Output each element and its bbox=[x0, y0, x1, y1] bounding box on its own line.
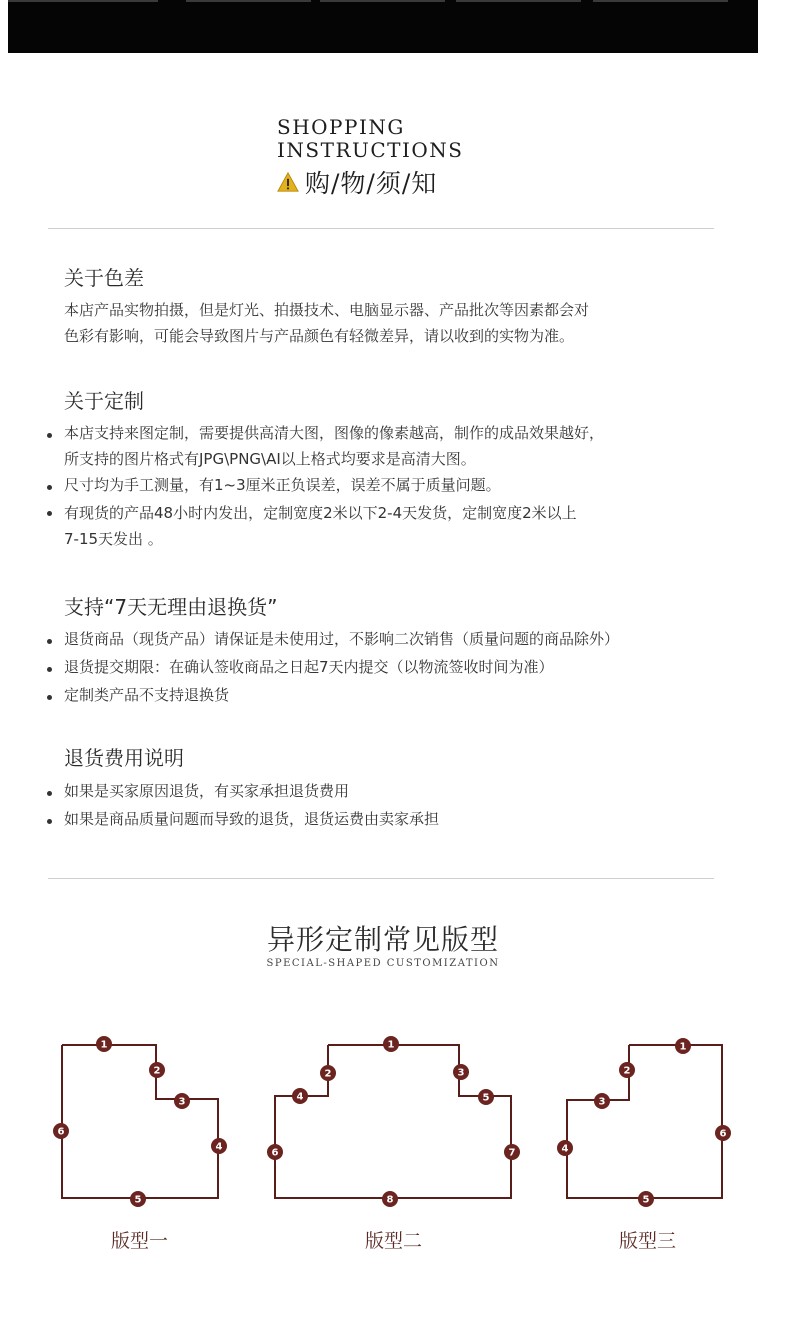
shape-2-marker-2 bbox=[320, 1065, 336, 1081]
bullet-dot bbox=[47, 819, 52, 824]
page-title-en bbox=[277, 116, 464, 162]
svg-text:3: 3 bbox=[178, 1096, 186, 1108]
shape-diagrams bbox=[0, 1020, 800, 1220]
shape-1-marker-2 bbox=[149, 1062, 165, 1078]
returns-bullet-2: 退货提交期限：在确认签收商品之日起7天内提交（以物流签收时间为准） bbox=[64, 658, 554, 676]
banner-tab-edge bbox=[186, 0, 311, 2]
svg-text:5: 5 bbox=[642, 1194, 650, 1206]
bullet-dot bbox=[47, 791, 52, 796]
shape-1-marker-5 bbox=[130, 1191, 146, 1207]
shape-1-marker-1 bbox=[96, 1036, 112, 1052]
bullet-line: 7-15天发出 。 bbox=[64, 530, 163, 548]
fees-bullet-2: 如果是商品质量问题而导致的退货，退货运费由卖家承担 bbox=[64, 810, 440, 828]
fees-bullet-1: 如果是买家原因退货，有买家承担退货费用 bbox=[64, 782, 350, 800]
custom-bullet-2: 尺寸均为手工测量，有1~3厘米正负误差，误差不属于质量问题。 bbox=[64, 476, 501, 494]
page-title-cn bbox=[277, 166, 437, 198]
shape-2-marker-1 bbox=[383, 1036, 399, 1052]
svg-text:4: 4 bbox=[215, 1141, 223, 1153]
para-line: 色彩有影响，可能会导致图片与产品颜色有轻微差异，请以收到的实物为准。 bbox=[64, 327, 575, 345]
shape-3-marker-3 bbox=[594, 1093, 610, 1109]
shape-3-marker-1 bbox=[675, 1038, 691, 1054]
bullet-dot bbox=[47, 485, 52, 490]
heading-returns: 支持“7天无理由退换货” bbox=[64, 595, 278, 619]
color-difference-text bbox=[64, 297, 714, 349]
shape-3-marker-5 bbox=[638, 1191, 654, 1207]
svg-text:1: 1 bbox=[387, 1039, 395, 1051]
svg-text:2: 2 bbox=[623, 1065, 631, 1077]
svg-text:2: 2 bbox=[153, 1065, 161, 1077]
bullet-dot bbox=[47, 433, 52, 438]
shape-2-marker-7 bbox=[504, 1144, 520, 1160]
returns-bullet-3: 定制类产品不支持退换货 bbox=[64, 686, 230, 704]
svg-text:4: 4 bbox=[561, 1143, 569, 1155]
title-en-line2: INSTRUCTIONS bbox=[277, 138, 464, 162]
shape-2-marker-3 bbox=[453, 1064, 469, 1080]
shape-3-marker-4 bbox=[557, 1140, 573, 1156]
title-en-line1: SHOPPING bbox=[277, 115, 405, 139]
svg-text:6: 6 bbox=[271, 1147, 279, 1159]
divider bbox=[48, 228, 714, 229]
shape-1-marker-6 bbox=[53, 1123, 69, 1139]
bullet-line: 有现货的产品48小时内发出，定制宽度2米以下2-4天发货，定制宽度2米以上 bbox=[64, 504, 577, 522]
svg-text:5: 5 bbox=[482, 1092, 490, 1104]
bullet-dot bbox=[47, 667, 52, 672]
banner-tab-edge bbox=[8, 0, 158, 2]
svg-text:6: 6 bbox=[57, 1126, 65, 1138]
custom-bullet-3 bbox=[64, 500, 754, 552]
shape-caption-3: 版型三 bbox=[619, 1230, 677, 1252]
shape-2-marker-6 bbox=[267, 1144, 283, 1160]
banner-tab-edge bbox=[593, 0, 728, 2]
shape-2-marker-5 bbox=[478, 1089, 494, 1105]
shape-1-marker-3 bbox=[174, 1093, 190, 1109]
svg-text:1: 1 bbox=[679, 1041, 687, 1053]
shape-3-marker-2 bbox=[619, 1062, 635, 1078]
shape-2-marker-4 bbox=[292, 1088, 308, 1104]
returns-bullet-1: 退货商品（现货产品）请保证是未使用过，不影响二次销售（质量问题的商品除外） bbox=[64, 630, 620, 648]
svg-text:7: 7 bbox=[508, 1147, 516, 1159]
shape-2-outline bbox=[275, 1045, 511, 1198]
para-line: 本店产品实物拍摄，但是灯光、拍摄技术、电脑显示器、产品批次等因素都会对 bbox=[64, 301, 590, 319]
shape-1-outline bbox=[62, 1045, 218, 1198]
shape-2-marker-8 bbox=[382, 1191, 398, 1207]
shape-caption-2: 版型二 bbox=[365, 1230, 423, 1252]
shape-caption-1: 版型一 bbox=[111, 1230, 169, 1252]
svg-text:3: 3 bbox=[457, 1067, 465, 1079]
heading-color-difference: 关于色差 bbox=[64, 266, 144, 290]
top-banner-bar bbox=[8, 0, 758, 53]
heading-return-fees: 退货费用说明 bbox=[64, 746, 184, 770]
bullet-dot bbox=[47, 695, 52, 700]
svg-text:8: 8 bbox=[386, 1194, 394, 1206]
svg-text:6: 6 bbox=[719, 1128, 727, 1140]
bullet-line: 本店支持来图定制，需要提供高清大图，图像的像素越高，制作的成品效果越好， bbox=[64, 424, 605, 442]
heading-customization: 关于定制 bbox=[64, 389, 144, 413]
bullet-line: 所支持的图片格式有JPG\PNG\AI以上格式均要求是高清大图。 bbox=[64, 450, 476, 468]
svg-text:1: 1 bbox=[100, 1039, 108, 1051]
shape-1-marker-4 bbox=[211, 1138, 227, 1154]
svg-text:3: 3 bbox=[598, 1096, 606, 1108]
bullet-dot bbox=[47, 639, 52, 644]
shapes-subtitle: SPECIAL-SHAPED CUSTOMIZATION bbox=[266, 958, 500, 969]
title-cn-text: 购/物/须/知 bbox=[305, 169, 438, 198]
svg-text:4: 4 bbox=[296, 1091, 304, 1103]
custom-bullet-1 bbox=[64, 420, 754, 472]
shapes-title: 异形定制常见版型 bbox=[266, 923, 499, 956]
shape-3-marker-6 bbox=[715, 1125, 731, 1141]
shape-3-outline bbox=[567, 1045, 722, 1198]
warning-icon bbox=[277, 171, 299, 193]
bullet-dot bbox=[47, 511, 52, 516]
banner-tab-edge bbox=[456, 0, 581, 2]
svg-text:5: 5 bbox=[134, 1194, 142, 1206]
svg-text:2: 2 bbox=[324, 1068, 332, 1080]
banner-tab-edge bbox=[320, 0, 445, 2]
divider bbox=[48, 878, 714, 879]
